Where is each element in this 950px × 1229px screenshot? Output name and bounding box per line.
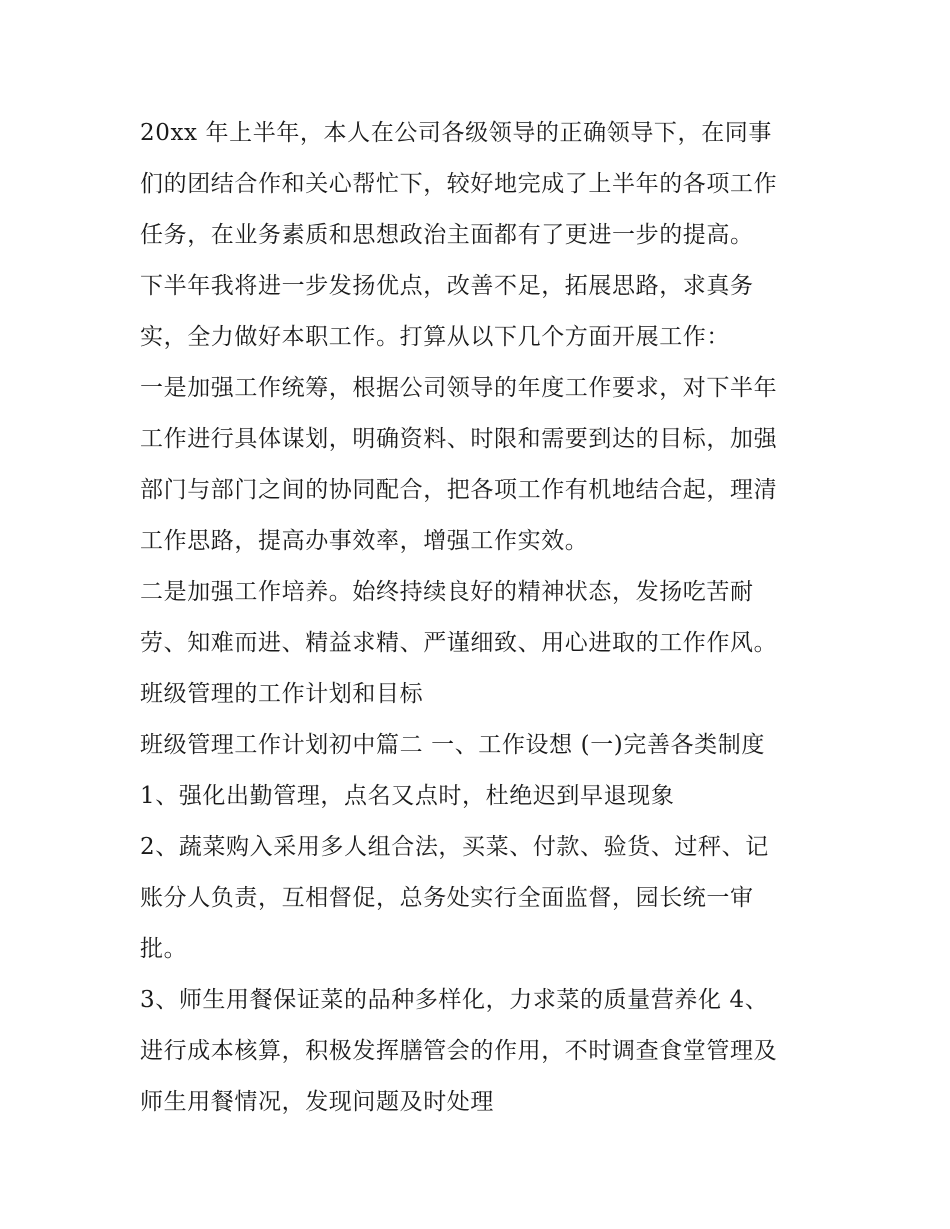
- text-line: 工作进行具体谋划，明确资料、时限和需要到达的目标，加强: [140, 426, 778, 452]
- text-line: 劳、知难而进、精益求精、严谨细致、用心进取的工作作风。: [140, 630, 778, 656]
- text-line: 进行成本核算，积极发挥膳管会的作用，不时调查食堂管理及: [140, 1038, 778, 1064]
- text-line: 们的团结合作和关心帮忙下，较好地完成了上半年的各项工作: [140, 171, 778, 197]
- text-line: 师生用餐情况，发现问题及时处理: [140, 1089, 494, 1115]
- text-line: 工作思路，提高办事效率，增强工作实效。: [140, 528, 589, 554]
- text-line: 批。: [140, 936, 188, 962]
- text-line: 班级管理工作计划初中篇二 一、工作设想 (一)完善各类制度: [140, 732, 765, 758]
- text-line: 任务，在业务素质和思想政治主面都有了更进一步的提高。: [140, 222, 754, 248]
- text-line: 部门与部门之间的协同配合，把各项工作有机地结合起，理清: [140, 477, 778, 503]
- document-body: [140, 108, 830, 1128]
- text-line: 1、强化出勤管理，点名又点时，杜绝迟到早退现象: [140, 783, 675, 809]
- text-line: 实，全力做好本职工作。打算从以下几个方面开展工作：: [140, 324, 730, 350]
- text-line: 2、蔬菜购入采用多人组合法，买菜、付款、验货、过秤、记: [140, 834, 769, 860]
- text-line: 3、师生用餐保证菜的品种多样化，力求菜的质量营养化 4、: [140, 987, 769, 1013]
- text-line: 下半年我将进一步发扬优点，改善不足，拓展思路，求真务: [140, 273, 754, 299]
- section-heading: 班级管理的工作计划和目标: [140, 681, 424, 707]
- text-line: 一是加强工作统筹，根据公司领导的年度工作要求，对下半年: [140, 375, 778, 401]
- text-line: 20xx 年上半年，本人在公司各级领导的正确领导下，在同事: [140, 120, 772, 146]
- text-line: 二是加强工作培养。始终持续良好的精神状态，发扬吃苦耐: [140, 579, 754, 605]
- text-line: 账分人负责，互相督促，总务处实行全面监督，园长统一审: [140, 885, 754, 911]
